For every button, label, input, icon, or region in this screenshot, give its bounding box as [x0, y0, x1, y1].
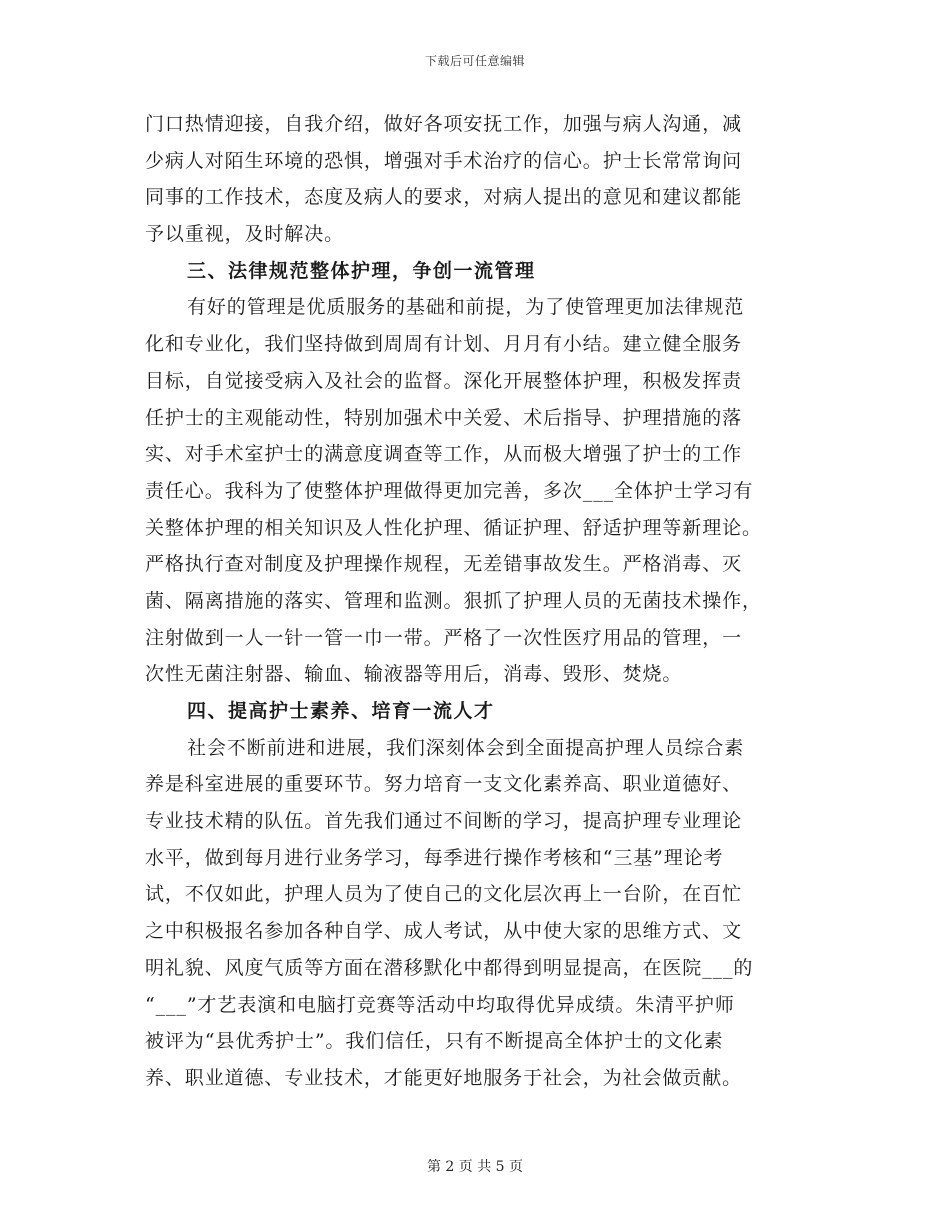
page-header: 下载后可任意编辑: [424, 54, 525, 68]
text-line: 水平，做到每月进行业务学习，每季进行操作考核和“三基”理论考: [145, 846, 724, 869]
text-line: 养是科室进展的重要环节。努力培育一支文化素养高、职业道德好、: [145, 773, 743, 796]
text-line: 目标，自觉接受病入及社会的监督。深化开展整体护理，积极发挥责: [145, 369, 743, 392]
paragraph-first-line: 社会不断前进和进展，我们深刻体会到全面提高护理人员综合素: [187, 736, 745, 759]
text-line: 化和专业化，我们坚持做到周周有计划、月月有小结。建立健全服务: [145, 333, 743, 356]
text-line: 之中积极报名参加各种自学、成人考试，从中使大家的思维方式、文: [145, 920, 743, 943]
page-footer: 第 2 页 共 5 页: [426, 1159, 524, 1175]
text-line: 试，不仅如此，护理人员为了使自己的文化层次再上一台阶，在百忙: [145, 883, 743, 906]
text-line: 菌、隔离措施的落实、管理和监测。狠抓了护理人员的无菌技术操作，: [145, 589, 762, 612]
text-line: “___”才艺表演和电脑打竞赛等活动中均取得优异成绩。朱清平护师: [145, 993, 735, 1016]
text-line: 少病人对陌生环境的恐惧，增强对手术治疗的信心。护士长常常询问: [145, 149, 743, 172]
text-line: 养、职业道德、专业技术，才能更好地服务于社会，为社会做贡献。: [145, 1066, 743, 1089]
text-line: 实、对手术室护士的满意度调查等工作，从而极大增强了护士的工作: [145, 443, 743, 466]
text-line: 予以重视，及时解决。: [145, 223, 345, 246]
section-heading: 四、提高护士素养、培育一流人才: [187, 700, 495, 722]
text-line: 门口热情迎接，自我介绍，做好各项安抚工作，加强与病人沟通，减: [145, 113, 743, 135]
text-line: 严格执行查对制度及护理操作规程，无差错事故发生。严格消毒、灭: [145, 553, 743, 576]
text-line: 明礼貌、风度气质等方面在潜移默化中都得到明显提高，在医院___的: [145, 956, 754, 979]
text-line: 次性无菌注射器、输血、输液器等用后，消毒、毁形、焚烧。: [145, 663, 683, 686]
text-line: 专业技术精的队伍。首先我们通过不间断的学习，提高护理专业理论: [145, 810, 743, 833]
text-line: 关整体护理的相关知识及人性化护理、循证护理、舒适护理等新理论。: [145, 516, 762, 539]
document-body: [145, 106, 807, 1097]
section-heading: 三、法律规范整体护理，争创一流管理: [187, 259, 536, 282]
text-line: 被评为“县优秀护士”。我们信任，只有不断提高全体护士的文化素: [145, 1030, 724, 1053]
paragraph-first-line: 有好的管理是优质服务的基础和前提，为了使管理更加法律规范: [187, 296, 745, 319]
text-line: 任护士的主观能动性，特别加强术中关爱、术后指导、护理措施的落: [145, 406, 743, 429]
text-line: 注射做到一人一针一管一巾一带。严格了一次性医疗用品的管理，一: [145, 626, 743, 649]
text-line: 同事的工作技术，态度及病人的要求，对病人提出的意见和建议都能: [145, 186, 743, 209]
text-line: 责任心。我科为了使整体护理做得更加完善，多次___全体护士学习有: [145, 479, 754, 502]
